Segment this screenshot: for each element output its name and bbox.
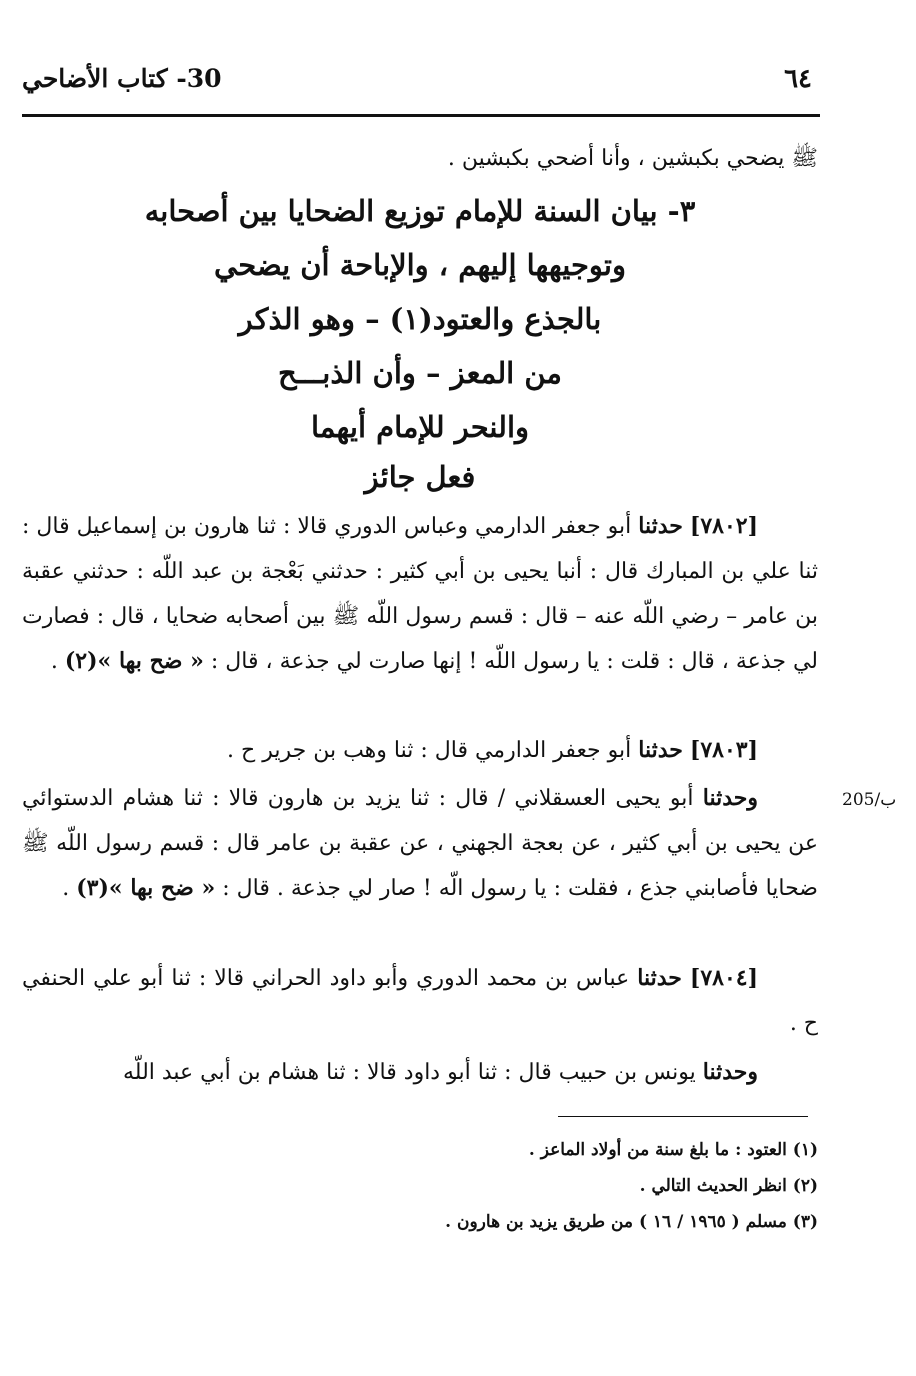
- hadith-7802-lead: حدثنا: [638, 513, 683, 539]
- hadith-7802-quote: « ضح بها »(٢): [64, 648, 204, 674]
- hadith-7804-continued: [22, 1050, 818, 1095]
- hadith-7804-text-2: يونس بن حبيب قال : ثنا أبو داود قالا : ثنا هشام بن أبي عبد اللّه: [122, 1060, 696, 1085]
- running-title: 30- كتاب الأضاحي: [22, 64, 222, 93]
- chapter-heading-line-3: بالجذع والعتود(١) – وهو الذكر: [238, 302, 602, 336]
- hadith-7802: [22, 504, 818, 684]
- footnote-3: (٣) مسلم ( ١٩٦٥ / ١٦ ) من طريق يزيد بن هارون .: [445, 1212, 818, 1232]
- footnote-1: (١) العتود : ما بلغ سنة من أولاد الماعز .: [528, 1140, 818, 1160]
- hadith-7802-marker: [٧٨٠٢]: [689, 513, 758, 539]
- page-header: [22, 64, 822, 104]
- chapter-heading-line-4: من المعز – وأن الذبـــح: [278, 356, 562, 390]
- chapter-heading-line-1: ٣- بيان السنة للإمام توزيع الضحايا بين أصحابه: [144, 194, 696, 228]
- chapter-heading-line-5: والنحر للإمام أيهما: [310, 410, 530, 444]
- chapter-heading-line-6: فعل جائز: [364, 460, 476, 494]
- page-number: ٦٤: [784, 64, 812, 94]
- intro-line: [22, 136, 818, 181]
- hadith-7803-lead-2: وحدثنا: [702, 785, 758, 811]
- hadith-7803-continued: [22, 776, 818, 911]
- manuscript-folio-note: 205/ب: [842, 790, 897, 810]
- hadith-7803-quote: « ضح بها »(٣): [76, 875, 216, 901]
- hadith-7803-marker: [٧٨٠٣]: [689, 737, 758, 763]
- hadith-7803-lead: حدثنا: [638, 737, 683, 763]
- hadith-7804-marker: [٧٨٠٤]: [689, 965, 759, 991]
- hadith-7802-end: .: [50, 649, 58, 674]
- hadith-7803: [22, 728, 818, 773]
- footnote-2: (٢) انظر الحديث التالي .: [639, 1176, 818, 1196]
- hadith-7802-text: أبو جعفر الدارمي وعباس الدوري قالا : ثنا هارون بن إسماعيل قال : ثنا علي بن المبارك قال : أنبا يحيى بن أبي كثير : حدثني بَعْجة بن عبد اللّه : حدثني عقبة بن عامر – رضي اللّه عنه – قال : قسم رسول اللّه ﷺ بين أصحابه ضحايا ، قال : فصارت لي جذعة ، قال : قلت : يا رسول اللّه ! إنها صارت لي جذعة ، قال :: [22, 514, 818, 674]
- footnote-separator: [558, 1116, 808, 1117]
- intro-line-text: ﷺ يضحي بكبشين ، وأنا أضحي بكبشين .: [447, 146, 818, 171]
- hadith-7803-text: أبو جعفر الدارمي قال : ثنا وهب بن جرير ح .: [227, 738, 632, 763]
- hadith-7804-lead: حدثنا: [637, 965, 682, 991]
- hadith-7804-lead-2: وحدثنا: [702, 1059, 758, 1085]
- chapter-heading-line-2: وتوجيهها إليهم ، والإباحة أن يضحي: [214, 248, 626, 282]
- header-rule: [22, 114, 820, 117]
- hadith-7803-end: .: [62, 876, 70, 901]
- hadith-7804: [22, 956, 818, 1046]
- hadith-7803-text-2: أبو يحيى العسقلاني / قال : ثنا يزيد بن هارون قالا : ثنا هشام الدستوائي عن يحيى بن أبي كثير ، عن بعجة الجهني ، عن عقبة بن عامر قال : قسم رسول اللّه ﷺ ضحايا فأصابني جذع ، فقلت : يا رسول الّه ! صار لي جذعة . قال :: [22, 786, 818, 901]
- hadith-7804-text: عباس بن محمد الدوري وأبو داود الحراني قالا : ثنا أبو علي الحنفي ح .: [22, 966, 818, 1036]
